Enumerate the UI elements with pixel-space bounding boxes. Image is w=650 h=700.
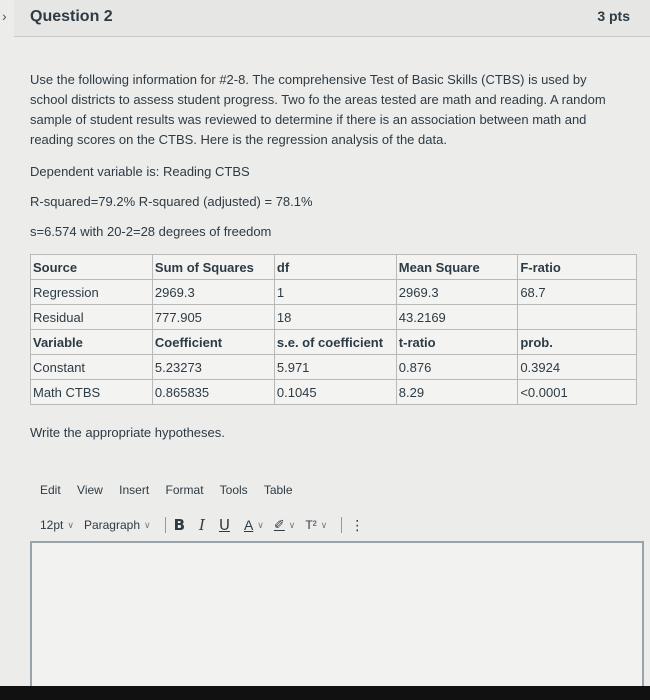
table-cell: 777.905 xyxy=(152,305,274,330)
s-degrees-text: s=6.574 with 20-2=28 degrees of freedom xyxy=(30,224,272,239)
bottom-bar xyxy=(0,686,650,700)
more-options-icon[interactable]: ⋮ xyxy=(350,516,365,533)
editor-menubar xyxy=(40,483,306,497)
highlight-icon: ✐ xyxy=(273,517,285,532)
table-cell: 0.3924 xyxy=(518,355,637,380)
question-points: 3 pts xyxy=(597,8,630,24)
prompt-text: Write the appropriate hypotheses. xyxy=(30,425,225,440)
menu-edit[interactable]: Edit xyxy=(40,483,61,497)
table-cell: 18 xyxy=(274,305,396,330)
table-cell: Math CTBS xyxy=(31,380,153,405)
italic-button[interactable]: I xyxy=(199,516,205,534)
table-cell: Constant xyxy=(31,355,153,380)
font-size-value: 12pt xyxy=(40,518,64,532)
chevron-down-icon: ∨ xyxy=(288,519,296,530)
highlight-button[interactable] xyxy=(274,517,296,533)
regression-table xyxy=(30,254,637,405)
table-cell: F-ratio xyxy=(518,255,637,280)
table-cell: Residual xyxy=(31,305,153,330)
table-cell: <0.0001 xyxy=(518,380,637,405)
bold-button[interactable]: B xyxy=(173,516,186,534)
table-cell: Sum of Squares xyxy=(152,255,274,280)
table-cell: prob. xyxy=(518,330,637,355)
menu-view[interactable]: View xyxy=(77,483,103,497)
table-cell: 0.876 xyxy=(396,355,518,380)
table-cell: 5.23273 xyxy=(152,355,274,380)
superscript-button[interactable] xyxy=(305,518,327,532)
table-cell: 2969.3 xyxy=(152,280,274,305)
table-cell: 8.29 xyxy=(396,380,518,405)
chevron-right-icon[interactable]: › xyxy=(2,8,7,24)
intro-text: Use the following information for #2-8. The comprehensive Test of Basic Skills (CTBS) is used by school districts to assess student progress. Two fo the areas tested are math and reading. A random sample of student results was reviewed to determine if there is an association between math and reading scores on the CTBS. Here is the regression analysis of the data. xyxy=(30,72,606,147)
block-format-select[interactable] xyxy=(84,518,151,532)
table-cell: t-ratio xyxy=(396,330,518,355)
table-cell: Variable xyxy=(31,330,153,355)
editor-toolbar xyxy=(40,514,378,536)
chevron-down-icon: ∨ xyxy=(67,519,74,530)
table-row xyxy=(31,380,637,405)
table-cell: Source xyxy=(31,255,153,280)
table-row xyxy=(31,280,637,305)
table-cell: 1 xyxy=(274,280,396,305)
text-color-icon: A xyxy=(243,517,254,533)
toolbar-divider xyxy=(165,517,166,533)
table-cell: 5.971 xyxy=(274,355,396,380)
table-row xyxy=(31,330,637,355)
table-row xyxy=(31,305,637,330)
table-cell: df xyxy=(274,255,396,280)
text-color-button[interactable] xyxy=(244,517,264,533)
table-cell: Mean Square xyxy=(396,255,518,280)
table-cell: s.e. of coefficient xyxy=(274,330,396,355)
menu-tools[interactable]: Tools xyxy=(219,483,248,497)
table-cell: Regression xyxy=(31,280,153,305)
chevron-down-icon: ∨ xyxy=(320,519,328,530)
chevron-down-icon: ∨ xyxy=(257,519,264,530)
table-cell: 0.1045 xyxy=(274,380,396,405)
question-header xyxy=(14,0,650,37)
table-row xyxy=(31,255,637,280)
toolbar-divider xyxy=(341,517,342,533)
table-cell: 2969.3 xyxy=(396,280,518,305)
table-cell: 0.865835 xyxy=(152,380,274,405)
menu-table[interactable]: Table xyxy=(263,483,293,497)
table-cell: 43.2169 xyxy=(396,305,518,330)
answer-editor[interactable] xyxy=(30,541,644,688)
dependent-variable-text: Dependent variable is: Reading CTBS xyxy=(30,164,250,179)
font-size-select[interactable] xyxy=(40,518,74,532)
r-squared-text: R-squared=79.2% R-squared (adjusted) = 78.1% xyxy=(30,194,313,209)
underline-button[interactable]: U xyxy=(218,516,230,534)
superscript-icon: T² xyxy=(305,518,317,532)
question-body xyxy=(30,70,630,240)
question-title: Question 2 xyxy=(30,8,113,25)
menu-format[interactable]: Format xyxy=(165,483,204,497)
block-format-value: Paragraph xyxy=(83,518,140,532)
chevron-down-icon: ∨ xyxy=(144,519,151,530)
table-cell: 68.7 xyxy=(518,280,637,305)
table-cell: Coefficient xyxy=(152,330,274,355)
table-cell xyxy=(518,305,637,330)
table-row xyxy=(31,355,637,380)
menu-insert[interactable]: Insert xyxy=(119,483,150,497)
